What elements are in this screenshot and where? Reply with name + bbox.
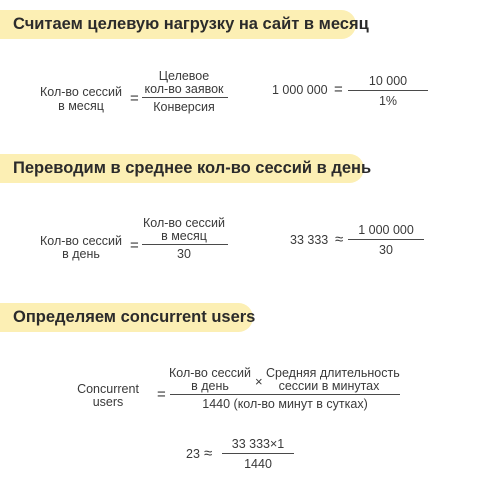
formula-1-numerator-line-1: Целевое [158, 69, 210, 83]
example-2-fraction-bar [348, 239, 424, 240]
formula-2-lhs-line-2: в день [62, 247, 100, 261]
example-1-result: 1 000 000 [272, 83, 328, 97]
formula-2-fraction-bar [142, 244, 228, 245]
example-1-equals: = [334, 81, 343, 98]
formula-3-lhs-line-2: users [92, 395, 124, 409]
formula-2-denominator: 30 [177, 247, 191, 261]
formula-1-equals: = [130, 90, 139, 107]
example-2-approx: ≈ [335, 231, 344, 248]
formula-1-denominator: Конверсия [153, 100, 215, 114]
formula-3-numerator-right-line-2: сессии в минутах [278, 379, 380, 393]
example-3-fraction-bar [222, 453, 294, 454]
section-1-title: Считаем целевую нагрузку на сайт в месяц [0, 10, 356, 39]
example-1-denominator: 1% [378, 94, 398, 108]
formula-3-numerator-right-line-1: Средняя длительность [266, 366, 400, 380]
formula-2-numerator-line-2: в месяц [161, 229, 207, 243]
formula-3-equals: = [157, 386, 166, 403]
example-3-result: 23 [186, 447, 200, 461]
example-2-numerator: 1 000 000 [358, 223, 414, 237]
formula-1-lhs-line-2: в месяц [58, 99, 104, 113]
formula-3-lhs-line-1: Concurrent [77, 382, 139, 396]
formula-1-fraction-bar [142, 97, 228, 98]
section-2-title: Переводим в среднее кол-во сессий в день [0, 154, 364, 183]
example-3-approx: ≈ [204, 445, 213, 462]
example-3-denominator: 1440 [244, 457, 272, 471]
formula-2-equals: = [130, 237, 139, 254]
formula-2-numerator-line-1: Кол-во сессий [142, 216, 225, 230]
formula-3-numerator-left-line-1: Кол-во сессий [168, 366, 251, 380]
formula-3-times: × [255, 374, 263, 389]
example-1-fraction-bar [348, 90, 428, 91]
section-3-title: Определяем concurrent users [0, 303, 253, 332]
example-3-numerator: 33 333×1 [231, 437, 285, 451]
formula-3-denominator: 1440 (кол-во минут в сутках) [202, 397, 368, 411]
formula-1-numerator-line-2: кол-во заявок [144, 82, 224, 96]
formula-3-fraction-bar [170, 394, 400, 395]
formula-2-lhs-line-1: Кол-во сессий [39, 234, 122, 248]
example-1-numerator: 10 000 [368, 74, 408, 88]
example-2-result: 33 333 [290, 233, 329, 247]
example-2-denominator: 30 [379, 243, 393, 257]
formula-3-numerator-left-line-2: в день [191, 379, 229, 393]
formula-1-lhs-line-1: Кол-во сессий [39, 85, 122, 99]
